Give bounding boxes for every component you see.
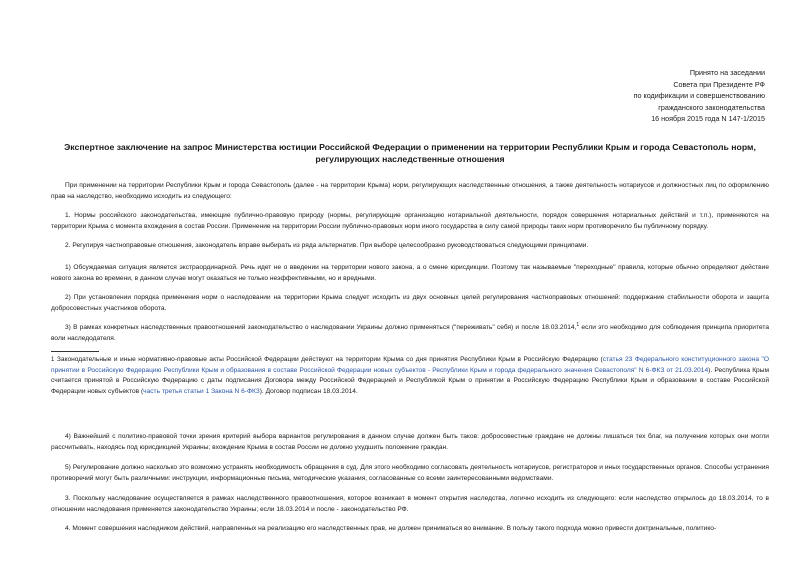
paragraph-4: 4. Момент совершения наследником действий, направленных на реализацию его наследственных прав, не должен приниматься во внимание. В пользу такого подхода можно привести доктринальные, политико-: [65, 525, 717, 532]
footnote-text: Законодательные и иные нормативно-правовые акты Российской Федерации действуют на территории Крыма со дня принятия Республики Крым в Российскую Федерацию (: [56, 356, 603, 363]
title-line-1: Экспертное заключение на запрос Министерства юстиции Российской Федерации о применении на территории Республики Крым и города Севастополь норм,: [64, 142, 756, 152]
header-line: 16 ноября 2015 года N 147-1/2015: [651, 114, 765, 124]
adoption-header: [565, 67, 765, 125]
paragraph-2-2: 2) При установлении порядка применения норм о наследовании на территории Крыма следует исходить из двух основных целей регулирования частноправовых отношений: поддержание стабильности оборота и защита добросовестных участников оборота.: [51, 294, 769, 312]
footnote-text: ). Договор подписан 18.03.2014.: [259, 387, 358, 395]
footnote-text: ). Республика Крым считается принятой в Российскую Федерацию с даты подписания Договора между Российской Федерацией и Республикой Крым о принятии в Российскую Федерацию Республики Крым и образовании в составе Российской Федерации новых субъектов (: [51, 366, 769, 395]
header-line: Принято на заседании: [689, 68, 765, 77]
paragraph-2-4: 4) Важнейший с политико-правовой точки зрения критерий выбора вариантов регулирования в данном случае должен быть таков: добросовестные граждане не должны лишаться тех благ, на получение которых они могли рассчитывать, находясь под юрисдикцией Украины; вхождение Крыма в состав России не должно ухудшить положение граждан.: [51, 433, 769, 451]
paragraph-2-3-text-end: если это необходимо для соблюдения принципа приоритета воли наследодателя.: [51, 324, 769, 342]
paragraph-2-1: 1) Обсуждаемая ситуация является экстраординарной. Речь идет не о введении на территории нового закона, а о смене юрисдикции. Поэтому так называемые "переходные" правила, которые обычно определяют действие нового закона во времени, в данном случае могут оказаться не только неэффективными, но и вредными.: [51, 264, 769, 282]
header-line: Совета при Президенте РФ: [673, 79, 765, 89]
footnote: [51, 355, 769, 397]
footnote-mark: 1: [51, 357, 55, 363]
document-title: [50, 141, 770, 165]
paragraph-2-3-text: 3) В рамках конкретных наследственных правоотношений законодательство о наследовании Украины должно применяться ("переживать" себя) и после 18.03.2014,: [65, 324, 577, 331]
paragraph-intro: При применении на территории Республики Крым и города Севастополь (далее - на территории Крыма) норм, регулирующих наследственные отношения, а также деятельность нотариусов и должностных лиц по оформлению прав на наследство, необходимо исходить из следующего:: [51, 182, 769, 200]
paragraph-3: 3. Поскольку наследование осуществляется в рамках наследственного правоотношения, которое возникает в момент открытия наследства, логично исходить из следующего: если наследство открылось до 18.03.2014, то в отношении наследования применяется законодательство Украины; если 18.03.2014 и после - законодательство РФ.: [51, 495, 769, 513]
header-line: гражданского законодательства: [658, 102, 765, 112]
paragraph-2-5: 5) Регулирование должно насколько это возможно устранять необходимость обращения в суд. Для этого необходимо согласовать деятельность нотариусов, регистраторов и иных государственных органов. Способы устранения противоречий могут быть различными: инструкции, информационные письма, методические указания, согласованные со всеми заинтересованными ведомствами.: [51, 464, 769, 482]
header-line: по кодификации и совершенствованию: [633, 91, 765, 101]
footnote-link-law-article-1[interactable]: часть третья статьи 1 Закона N 6-ФКЗ: [143, 387, 260, 395]
footnote-divider: [51, 351, 99, 352]
paragraph-2: 2. Регулируя частноправовые отношения, законодатель вправе выбирать из ряда альтернатив. При выборе целесообразно руководствоваться следующими принципами.: [65, 242, 589, 249]
title-line-2: регулирующих наследственные отношения: [315, 154, 505, 164]
footnote-link-law-article-23[interactable]: статья 23 Федерального конституционного закона "О принятии в Российскую Федерацию Республики Крым и образования в составе Российской Федерации новых субъектов - Республики Крым и города федерального значения Севастополя" N 6-ФКЗ от 21.03.2014: [51, 356, 769, 374]
paragraph-2-3: [51, 323, 769, 344]
paragraph-1: 1. Нормы российского законодательства, имеющие публично-правовую природу (нормы, регулирующие организацию нотариальной деятельности, порядок совершения нотариальных действий и т.п.), применяются на территории Крыма с момента вхождения в состав России. Применение на территории России публично-правовых норм иного государства в силу самой природы таких норм противоречило бы публичному порядку.: [51, 212, 769, 230]
footnote-ref[interactable]: 1: [576, 321, 580, 328]
